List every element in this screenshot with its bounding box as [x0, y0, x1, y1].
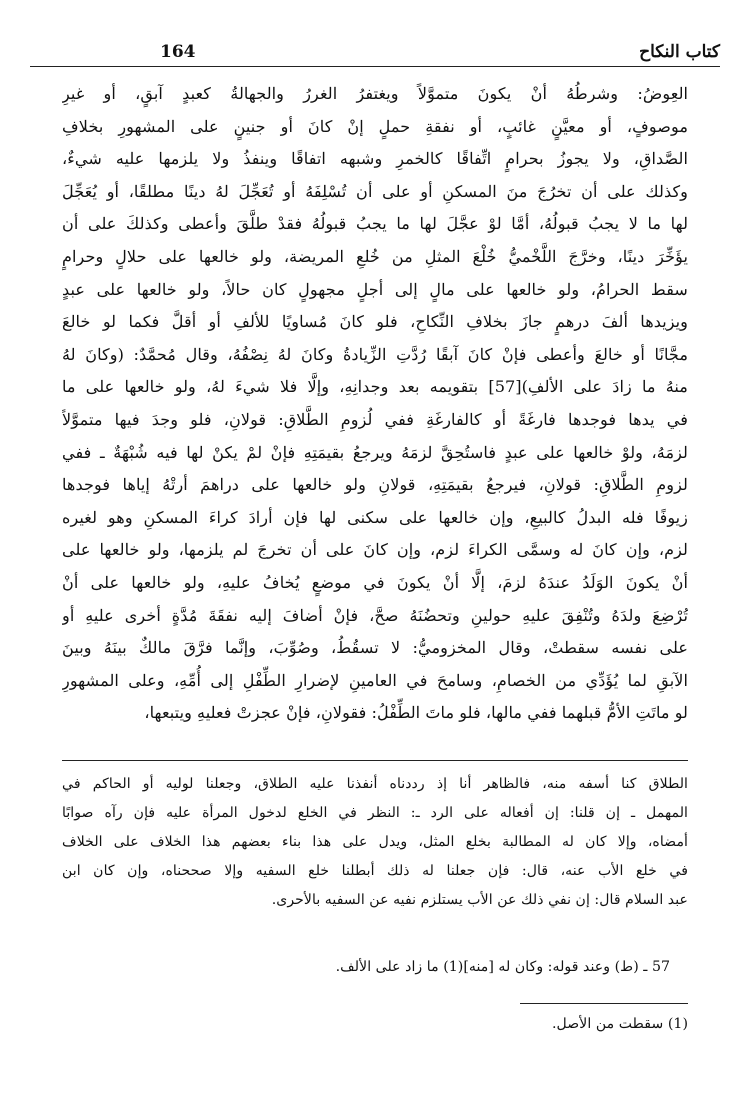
main-text-line: لزمَهُ، ولوْ خالعها على عبدٍ فاستُحِقَّ لزمَهُ ويرجعُ بقيمَتِهِ فإنْ لمْ يكنْ لها فيه شُبْهَةٌ ـ ففي [62, 442, 688, 462]
main-text-line: مجَّانًا أو خالعَ وأعطى فإنْ كانَ آبقًا رُدَّتِ الزِّيادةُ وكانَ لهُ نِصْفُهُ، وقال مُحمَّدٌ: (وكانَ لهُ [62, 344, 688, 364]
main-text-line: تُرْضِعَ ولدَهُ وتُنْفِقَ عليهِ حولينِ وتحضُنَهُ صحَّ، فإنْ أضافَ إليه نفقَةَ مُدَّةٍ أخرى عليهِ أو [62, 605, 688, 625]
main-text-line: لزم، وإن كانَ له وسمَّى الكراءَ لزم، وإن كانَ على أن تخرجَ لم يلزمها، ولو خالعها على [62, 540, 688, 560]
main-text-line: أنْ يكونَ الوَلَدُ عندَهُ لزمَ، إلَّا أنْ يكونَ في موضعٍ يُخافُ عليهِ، ولو خالعها على أنْ [62, 572, 688, 592]
main-text-line: العِوضُ: وشرطُهُ أنْ يكونَ متموَّلاً ويغتفرُ الغررُ والجهالةُ كعبدٍ آبقٍ، أو غيرِ [62, 84, 688, 103]
main-text-line: يؤَخِّرَ دينًا، وخرَّجَ اللَّخْميُّ خُلْعَ المثلِ من خُلعِ المريضة، ولو خالعها على حلالٍ وحرامٍ [62, 246, 688, 266]
main-text-divider [62, 760, 688, 761]
note-line: في خلع الأب عنه، قال: فإن جعلنا له ذلك أبطلنا خلع السفيه وإلا صححناه، وإن كان ابن [62, 863, 688, 879]
footnote: (1) سقطت من الأصل. [551, 1016, 688, 1032]
main-text-line: في يدها فوجدها فارغَةً أو كالفارغَةِ ففي لُزومِ الطَّلاقِ: قولانِ، فلو وجدَ فيها متموَّلاً [62, 409, 688, 429]
main-text-line: الصَّداقِ، ولا يجوزُ بحرامٍ اتِّفاقًا كالخمرِ وشبهه اتفاقًا وينفذُ ولا يلزمها عليه شيءٌ، [62, 149, 688, 169]
page-header [30, 36, 720, 67]
page-number: 164 [160, 42, 196, 62]
main-text-line: لو ماتَتِ الأمُّ قبلهما ففي مالها، فلو ماتَ الطِّفْلُ: فقولانِ، فإنْ عجزتْ فعليهِ ويتبعها، [144, 703, 688, 723]
main-text-line: منهُ ما زادَ على الألفِ)[57] بتقويمه بعد وجدانِهِ، وإلَّا فلا شيءَ لهُ، ولو خالعها على ما [62, 377, 688, 397]
main-text-line: زيوفًا فله البدلُ كالبيعِ، وإن خالعها على سكنى لها فإن أرادَ كراءَ المسكنِ وهو لغيره [62, 507, 688, 527]
note-line: المهمل ـ إن قلنا: إن أفعاله على الرد ـ: النظر في الخلع لدخول المرأة عليه فإن رآه صوابًا [62, 805, 688, 821]
main-text-line: لزومِ الطَّلاقِ: قولانِ، فيرجعُ بقيمَتِهِ، قولانِ ولو خالعها على دراهمَ أرتْهُ إياها فوجدها [62, 475, 688, 495]
main-text-line: سقط الحرامُ، ولو خالعها على مالٍ إلى أجلٍ مجهولٍ كان حالاً، ولو خالعها على عبدٍ [62, 279, 688, 299]
footnote-divider [520, 1003, 688, 1004]
variant-note: 57 ـ (ط) وعند قوله: وكان له [منه](1) ما زاد على الألف. [335, 959, 670, 975]
main-text-line: الآبقِ لما يُؤَدِّي من الخصامِ، وسامحَ في العامينِ لإضرارِ الطِّفْلِ إلى أُمِّهِ، وعلى المشهورِ [62, 670, 688, 690]
running-title: كتاب النكاح [639, 42, 720, 62]
main-text-line: وكذلك على أن تخرُجَ منَ المسكنِ أو على أن تُسْلِفَهُ أو تُعَجِّلَ لهُ دينًا مطلقًا، أو يُعَجِّلَ [62, 181, 688, 201]
main-text-line: موصوفٍ، أو معيَّنٍ غائبٍ، أو نفقةِ حملٍ إنْ كانَ أو جنينٍ على المشهورِ بخلافِ [62, 116, 688, 136]
main-text-body [62, 78, 688, 730]
note-line: عبد السلام قال: إن نفي ذلك عن الأب يستلزم نفيه عن السفيه بالأحرى. [271, 892, 688, 908]
note-line: الطلاق كنا أسفه منه، فالظاهر أنا إذ رددناه أنفذنا عليه الطلاق، وجعلنا لوليه أو الحاكم في [62, 776, 688, 792]
main-text-line: ويزيدها ألفَ درهمٍ جازَ بخلافِ النِّكاحِ، فلو كانَ مُساويًا للألفِ أو أقلَّ فكما لو خالعَ [62, 312, 688, 332]
commentary-notes [62, 770, 688, 915]
note-line: أمضاه، وإلا كان له المطالبة بخلع المثل، ويدل على هذا بناء بعضهم هذا الخلاف على الخلاف [62, 834, 688, 850]
main-text-line: على نفسه سقطتْ، وقال المخزوميُّ: لا تسقُطُ، وصُوِّبَ، وإنَّما فرَّقَ مالكٌ بينَهُ وبينَ [62, 638, 688, 658]
main-text-line: لها ما لا يجبُ قبولُهُ، أمَّا لوْ عجَّلَ لها ما يجبُ قبولُهُ فقدْ طلَّقَ وأعطى وكذلكَ على أن [62, 214, 688, 234]
